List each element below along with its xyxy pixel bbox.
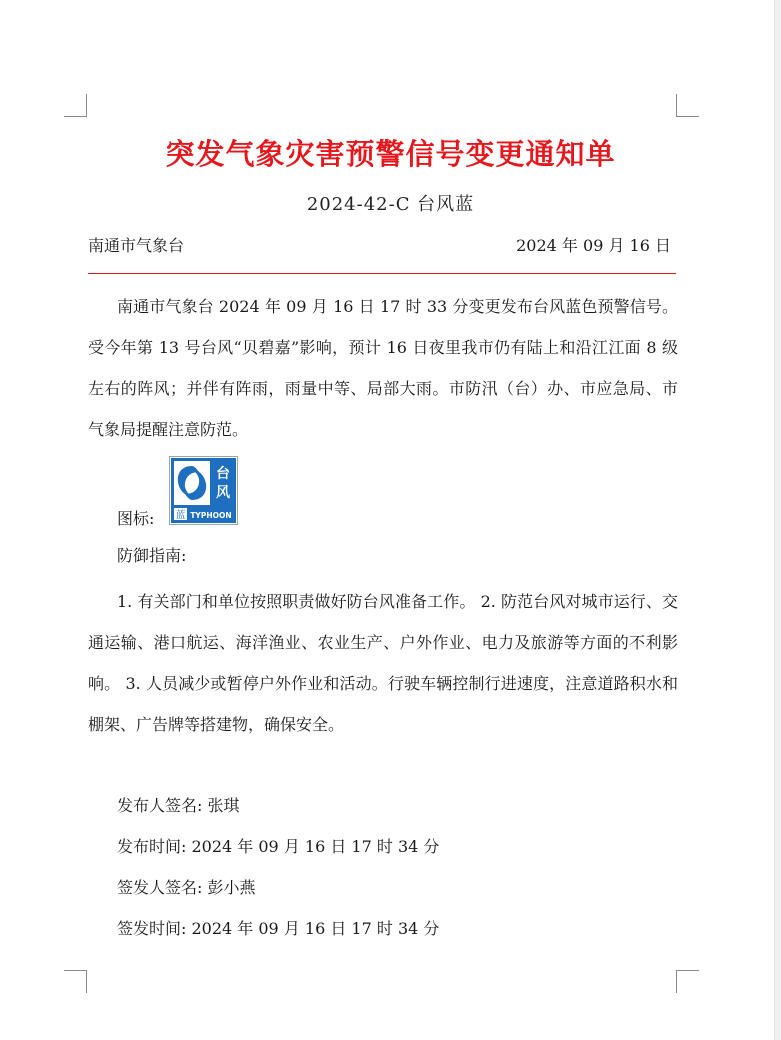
sign-time: 签发时间: 2024 年 09 月 16 日 17 时 34 分	[117, 919, 440, 938]
signer-signature: 签发人签名: 彭小燕	[117, 878, 256, 897]
publisher-signature: 发布人签名: 张琪	[117, 796, 240, 815]
crop-mark-bottom-left	[64, 970, 87, 993]
typhoon-blue-warning-icon	[169, 456, 238, 525]
icon-char-bottom: 风	[216, 485, 230, 501]
icon-english-label: TYPHOON	[190, 511, 232, 520]
crop-mark-bottom-right	[676, 970, 699, 993]
issuer-name: 南通市气象台	[88, 236, 185, 255]
icon-char-top: 台	[216, 466, 230, 482]
guide-text: 1. 有关部门和单位按照职责做好防台风准备工作。 2. 防范台风对城市运行、交通运输、港口航运、海洋渔业、农业生产、户外作业、电力及旅游等方面的不利影响。 3. 人员减少或暂停户外作业和活动。行驶车辆控制行进速度，注意道路积水和棚架、广告牌等搭建物，确保安全。	[88, 592, 678, 734]
guide-label: 防御指南:	[117, 546, 187, 565]
icon-label: 图标:	[117, 509, 155, 528]
red-divider	[88, 273, 676, 274]
notice-title: 突发气象灾害预警信号变更通知单	[165, 137, 616, 171]
icon-level-char: 蓝	[175, 510, 186, 521]
notice-body: 南通市气象台 2024 年 09 月 16 日 17 时 33 分变更发布台风蓝色预警信号。受今年第 13 号台风“贝碧嘉”影响，预计 16 日夜里我市仍有陆上和沿江江面 8 级左右的阵风；并伴有阵雨，雨量中等、局部大雨。市防汛（台）办、市应急局、市气象局提醒注意防范。	[88, 297, 678, 439]
crop-mark-top-right	[676, 94, 699, 117]
crop-mark-top-left	[64, 94, 87, 117]
publish-time: 发布时间: 2024 年 09 月 16 日 17 时 34 分	[117, 837, 440, 856]
notice-code: 2024-42-C 台风蓝	[306, 194, 475, 215]
issue-date: 2024 年 09 月 16 日	[516, 236, 671, 255]
